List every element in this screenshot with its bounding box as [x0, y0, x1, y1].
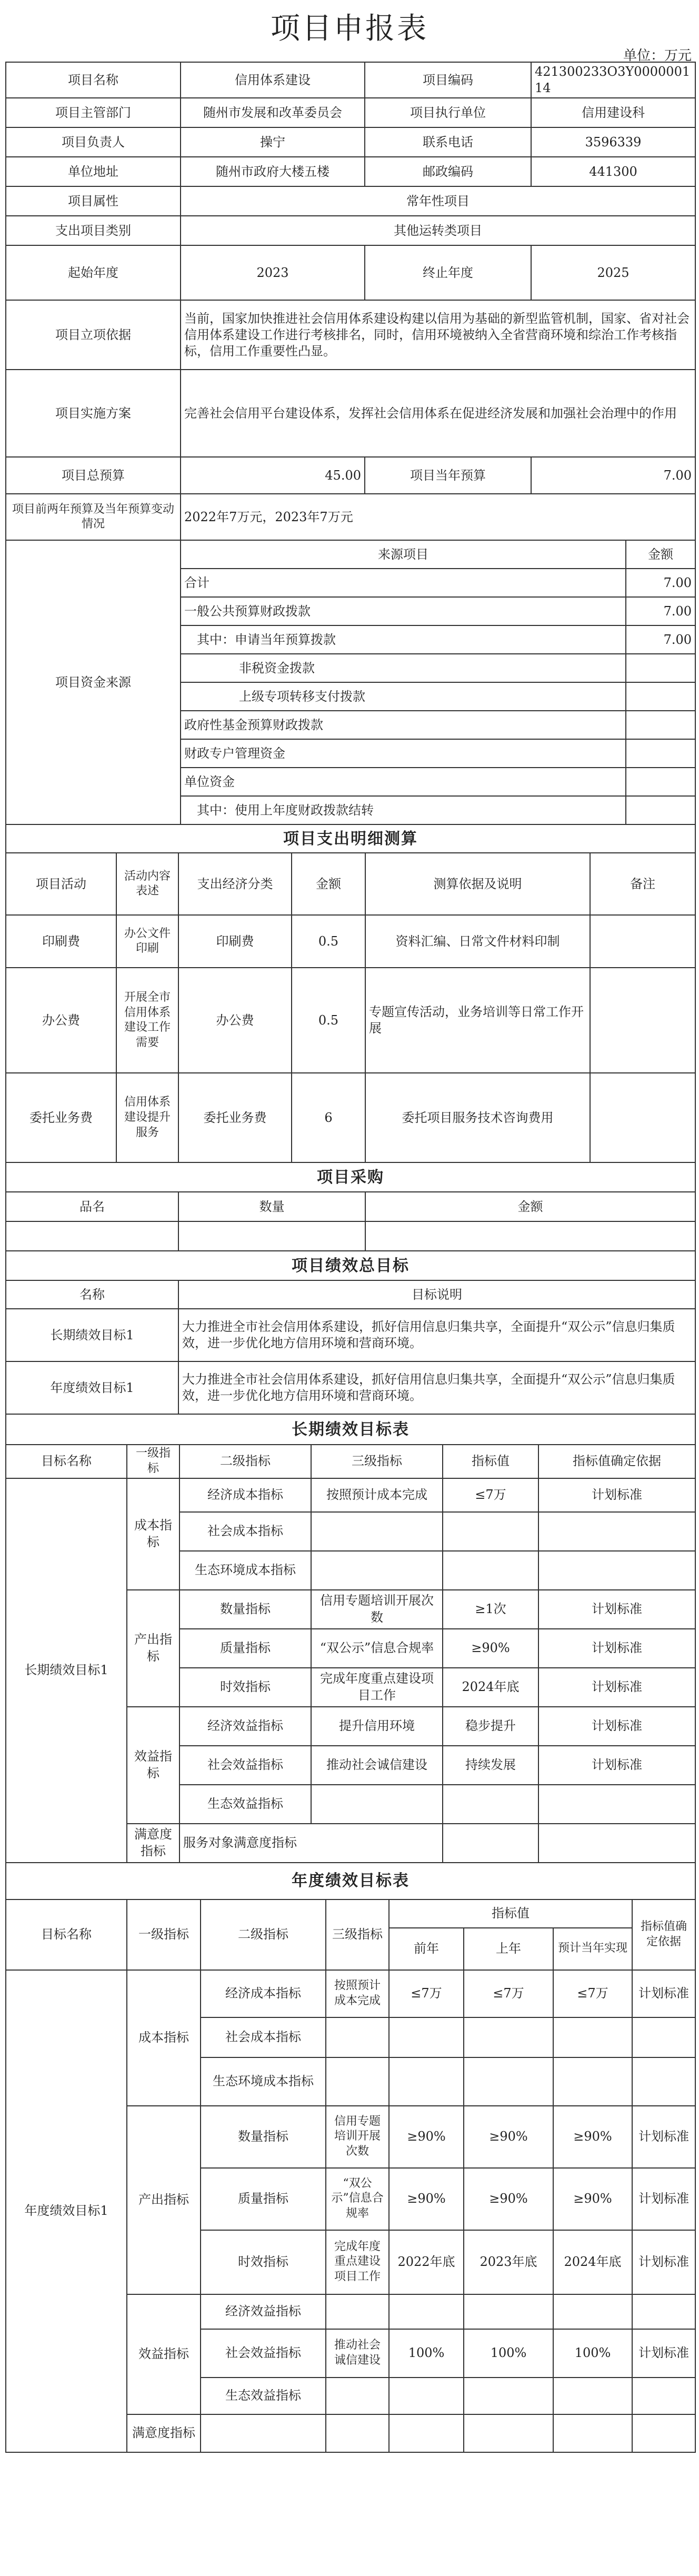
- lt-value-cell: 持续发展: [443, 1746, 538, 1785]
- end-value: 2025: [531, 245, 695, 300]
- lt-l3-cell: [311, 1512, 443, 1551]
- an-l2-cell: 社会效益指标: [201, 2329, 326, 2378]
- goal-name-cell: 长期绩效目标1: [6, 1309, 178, 1361]
- econ-cell: 办公费: [178, 968, 292, 1073]
- basis-value: 当前，国家加快推进社会信用体系建设构建以信用为基础的新型监管机制，国家、省对社会信用体系建设工作进行考核排名，同时，信用环境被纳入全省营商环境和综治工作考核指标，信用工作重要性凸显。: [181, 300, 695, 370]
- lt-l2-cell: 生态环境成本指标: [179, 1551, 311, 1590]
- an-l3-cell: 推动社会诚信建设: [326, 2329, 389, 2378]
- an-cur-cell: 100%: [553, 2329, 632, 2378]
- activity-cell: 办公费: [6, 968, 116, 1073]
- lt-value-cell: [443, 1785, 538, 1824]
- procure-header: 数量: [178, 1192, 365, 1221]
- basis-cell: 专题宣传活动，业务培训等日常工作开展: [365, 968, 590, 1073]
- lt-header: 三级指标: [311, 1445, 443, 1478]
- lt-goal-name: 长期绩效目标1: [6, 1478, 127, 1863]
- funding-row-amount: 7.00: [626, 597, 695, 625]
- an-prev-cell: [389, 2378, 464, 2414]
- lt-value-cell: 稳步提升: [443, 1707, 538, 1746]
- annual-section-title: 年度绩效目标表: [6, 1863, 695, 1899]
- an-last-cell: ≤7万: [464, 1970, 553, 2017]
- activity-cell: 印刷费: [6, 915, 116, 968]
- an-prev-cell: [389, 2294, 464, 2329]
- an-goal-name: 年度绩效目标1: [6, 1970, 127, 2452]
- an-last-cell: [464, 2017, 553, 2057]
- an-cur-cell: [553, 2057, 632, 2106]
- addr-value: 随州市政府大楼五楼: [181, 157, 365, 186]
- funding-row-amount: [626, 654, 695, 682]
- phone-label: 联系电话: [365, 127, 531, 157]
- an-basis-cell: 计划标准: [632, 2106, 695, 2168]
- funding-row-name: 财政专户管理资金: [181, 739, 626, 768]
- an-cur-cell: ≤7万: [553, 1970, 632, 2017]
- budget-label: 项目总预算: [6, 457, 181, 494]
- lt-header: 二级指标: [179, 1445, 311, 1478]
- dept-label: 项目主管部门: [6, 98, 181, 127]
- an-header-l2: 二级指标: [201, 1899, 326, 1970]
- an-l3-cell: [326, 2378, 389, 2414]
- note-cell: [590, 915, 695, 968]
- an-header-goal: 目标名称: [6, 1899, 127, 1970]
- amount-cell: 6: [292, 1073, 365, 1162]
- lt-header: 一级指标: [127, 1445, 179, 1478]
- funding-row-name: 合计: [181, 569, 626, 597]
- attr-value: 常年性项目: [181, 186, 695, 216]
- an-l2-cell: 时效指标: [201, 2230, 326, 2294]
- an-satis-category: 满意度指标: [127, 2414, 201, 2452]
- an-header-l3: 三级指标: [326, 1899, 389, 1970]
- dept-value: 随州市发展和改革委员会: [181, 98, 365, 127]
- an-cur-cell: [553, 2294, 632, 2329]
- lt-l2-cell: 生态效益指标: [179, 1785, 311, 1824]
- page-title: 项目申报表: [271, 12, 428, 46]
- lt-value-cell: 2024年底: [443, 1668, 538, 1707]
- an-cost-category: 成本指标: [127, 1970, 201, 2106]
- goal-name-cell: 年度绩效目标1: [6, 1361, 178, 1414]
- lt-basis-cell: [538, 1785, 695, 1824]
- detail-section-title: 项目支出明细测算: [6, 824, 695, 853]
- lt-l2-cell: 经济成本指标: [179, 1478, 311, 1512]
- funding-row-amount: [626, 796, 695, 824]
- note-cell: [590, 968, 695, 1073]
- an-header-cur: 预计当年实现: [553, 1928, 632, 1970]
- lt-basis-cell: [538, 1512, 695, 1551]
- lt-basis-cell: 计划标准: [538, 1707, 695, 1746]
- start-value: 2023: [181, 245, 365, 300]
- an-last-cell: 100%: [464, 2329, 553, 2378]
- an-l2-cell: 经济效益指标: [201, 2294, 326, 2329]
- long-term-section-title: 长期绩效目标表: [6, 1414, 695, 1445]
- lt-satis-category: 满意度指标: [127, 1824, 179, 1863]
- activity-cell: 委托业务费: [6, 1073, 116, 1162]
- basis-label: 项目立项依据: [6, 300, 181, 370]
- perf-summary-header: 目标说明: [178, 1280, 695, 1309]
- an-l3-cell: [326, 2294, 389, 2329]
- lt-value-cell: [443, 1512, 538, 1551]
- an-basis-cell: 计划标准: [632, 2168, 695, 2230]
- end-label: 终止年度: [365, 245, 531, 300]
- perf-summary-section-title: 项目绩效总目标: [6, 1251, 695, 1280]
- an-l3-cell: “双公示”信息合规率: [326, 2168, 389, 2230]
- table-row: [6, 1073, 695, 1162]
- lt-value-cell: ≥90%: [443, 1629, 538, 1668]
- content-cell: 办公文件印刷: [116, 915, 178, 968]
- long-term-table: [5, 1414, 696, 1863]
- table-row: [6, 1361, 695, 1414]
- funding-row-name: 单位资金: [181, 768, 626, 796]
- detail-header: 活动内容表述: [116, 853, 178, 915]
- lt-header: 指标值确定依据: [538, 1445, 695, 1478]
- lt-l3-cell: 按照预计成本完成: [311, 1478, 443, 1512]
- an-cur-cell: ≥90%: [553, 2168, 632, 2230]
- change-value: 2022年7万元，2023年7万元: [181, 494, 695, 540]
- name-label: 项目名称: [6, 62, 181, 98]
- an-l2-cell: 经济成本指标: [201, 1970, 326, 2017]
- lt-l3-cell: 推动社会诚信建设: [311, 1746, 443, 1785]
- lt-basis-cell: 计划标准: [538, 1478, 695, 1512]
- lt-l2-cell: 社会成本指标: [179, 1512, 311, 1551]
- start-label: 起始年度: [6, 245, 181, 300]
- funding-source-header: 来源项目: [181, 540, 626, 569]
- unit-label: 单位：万元: [623, 48, 692, 64]
- lt-value-cell: [443, 1551, 538, 1590]
- zip-label: 邮政编码: [365, 157, 531, 186]
- funding-row-amount: [626, 739, 695, 768]
- an-header-l1: 一级指标: [127, 1899, 201, 1970]
- detail-header: 备注: [590, 853, 695, 915]
- lt-l3-cell: 提升信用环境: [311, 1707, 443, 1746]
- zip-value: 441300: [531, 157, 695, 186]
- an-prev-cell: ≥90%: [389, 2168, 464, 2230]
- lt-l3-cell: 信用专题培训开展次数: [311, 1590, 443, 1629]
- lt-l3-cell: “双公示”信息合规率: [311, 1629, 443, 1668]
- lt-l2-cell: 社会效益指标: [179, 1746, 311, 1785]
- an-l2-cell: 社会成本指标: [201, 2017, 326, 2057]
- lt-basis-cell: 计划标准: [538, 1668, 695, 1707]
- detail-header: 支出经济分类: [178, 853, 292, 915]
- an-last-cell: [464, 2294, 553, 2329]
- lt-l2-cell: 经济效益指标: [179, 1707, 311, 1746]
- an-cur-cell: [553, 2378, 632, 2414]
- goal-desc-cell: 大力推进全市社会信用体系建设，抓好信用信息归集共享，全面提升“双公示”信息归集质效，进一步优化地方信用环境和营商环境。: [178, 1361, 695, 1414]
- an-l2-cell: 生态效益指标: [201, 2378, 326, 2414]
- an-basis-cell: [632, 2378, 695, 2414]
- an-basis-cell: [632, 2057, 695, 2106]
- exec-value: 信用建设科: [531, 98, 695, 127]
- funding-row-name: 非税资金拨款: [181, 654, 626, 682]
- name-value: 信用体系建设: [181, 62, 365, 98]
- an-basis-cell: [632, 2017, 695, 2057]
- funding-row-amount: [626, 768, 695, 796]
- change-label: 项目前两年预算及当年预算变动情况: [6, 494, 181, 540]
- funding-row-name: 政府性基金预算财政拨款: [181, 711, 626, 739]
- table-row: [6, 968, 695, 1073]
- leader-value: 操宁: [181, 127, 365, 157]
- funding-amount-header: 金额: [626, 540, 695, 569]
- an-header-prev: 前年: [389, 1928, 464, 1970]
- an-l3-cell: [326, 2057, 389, 2106]
- attr-label: 项目属性: [6, 186, 181, 216]
- funding-row-amount: 7.00: [626, 625, 695, 654]
- lt-l3-cell: [311, 1551, 443, 1590]
- an-basis-cell: 计划标准: [632, 2230, 695, 2294]
- an-basis-cell: 计划标准: [632, 2329, 695, 2378]
- an-l3-cell: 按照预计成本完成: [326, 1970, 389, 2017]
- basic-info-table: [5, 62, 696, 825]
- procure-header: 金额: [365, 1192, 695, 1221]
- funding-label: 项目资金来源: [6, 540, 181, 824]
- an-l3-cell: [326, 2017, 389, 2057]
- content-cell: 开展全市信用体系建设工作需要: [116, 968, 178, 1073]
- funding-row-name: 一般公共预算财政拨款: [181, 597, 626, 625]
- lt-l3-cell: 完成年度重点建设项目工作: [311, 1668, 443, 1707]
- an-cur-cell: [553, 2017, 632, 2057]
- plan-value: 完善社会信用平台建设体系，发挥社会信用体系在促进经济发展和加强社会治理中的作用: [181, 370, 695, 457]
- cur-budget-value: 7.00: [531, 457, 695, 494]
- lt-benefit-category: 效益指标: [127, 1707, 179, 1824]
- lt-value-cell: ≤7万: [443, 1478, 538, 1512]
- table-row: [6, 915, 695, 968]
- cur-budget-label: 项目当年预算: [365, 457, 531, 494]
- an-prev-cell: 2022年底: [389, 2230, 464, 2294]
- an-header-basis: 指标值确定依据: [632, 1899, 695, 1970]
- perf-summary-header: 名称: [6, 1280, 178, 1309]
- basis-cell: 委托项目服务技术咨询费用: [365, 1073, 590, 1162]
- detail-header: 项目活动: [6, 853, 116, 915]
- funding-row-name: 其中：使用上年度财政拨款结转: [181, 796, 626, 824]
- code-value: 421300233O3Y000000114: [531, 62, 695, 98]
- content-cell: 信用体系建设提升服务: [116, 1073, 178, 1162]
- lt-l2-cell: 服务对象满意度指标: [179, 1824, 443, 1863]
- annual-table: [5, 1862, 696, 2453]
- lt-l2-cell: 数量指标: [179, 1590, 311, 1629]
- an-l3-cell: 完成年度重点建设项目工作: [326, 2230, 389, 2294]
- addr-label: 单位地址: [6, 157, 181, 186]
- cat-label: 支出项目类别: [6, 216, 181, 245]
- funding-row-amount: 7.00: [626, 569, 695, 597]
- an-basis-cell: [632, 2294, 695, 2329]
- lt-value-cell: [443, 1824, 538, 1863]
- an-cur-cell: ≥90%: [553, 2106, 632, 2168]
- lt-l2-cell: 质量指标: [179, 1629, 311, 1668]
- an-last-cell: [464, 2378, 553, 2414]
- lt-cost-category: 成本指标: [127, 1478, 179, 1590]
- note-cell: [590, 1073, 695, 1162]
- table-row: [6, 1309, 695, 1361]
- an-last-cell: [464, 2057, 553, 2106]
- leader-label: 项目负责人: [6, 127, 181, 157]
- basis-cell: 资料汇编、日常文件材料印制: [365, 915, 590, 968]
- an-output-category: 产出指标: [127, 2106, 201, 2294]
- an-l3-cell: 信用专题培训开展次数: [326, 2106, 389, 2168]
- funding-row-amount: [626, 711, 695, 739]
- lt-basis-cell: 计划标准: [538, 1629, 695, 1668]
- funding-row-amount: [626, 682, 695, 711]
- procure-table: [5, 1162, 696, 1251]
- an-l2-cell: 质量指标: [201, 2168, 326, 2230]
- econ-cell: 委托业务费: [178, 1073, 292, 1162]
- an-last-cell: ≥90%: [464, 2106, 553, 2168]
- exec-label: 项目执行单位: [365, 98, 531, 127]
- an-l2-cell: 生态环境成本指标: [201, 2057, 326, 2106]
- lt-header: 指标值: [443, 1445, 538, 1478]
- an-cur-cell: 2024年底: [553, 2230, 632, 2294]
- amount-cell: 0.5: [292, 915, 365, 968]
- an-last-cell: 2023年底: [464, 2230, 553, 2294]
- lt-basis-cell: 计划标准: [538, 1746, 695, 1785]
- lt-value-cell: ≥1次: [443, 1590, 538, 1629]
- lt-header: 目标名称: [6, 1445, 127, 1478]
- phone-value: 3596339: [531, 127, 695, 157]
- an-basis-cell: 计划标准: [632, 1970, 695, 2017]
- an-prev-cell: [389, 2017, 464, 2057]
- detail-table: [5, 824, 696, 1163]
- an-prev-cell: ≥90%: [389, 2106, 464, 2168]
- funding-row-name: 其中：申请当年预算拨款: [181, 625, 626, 654]
- an-prev-cell: [389, 2057, 464, 2106]
- an-benefit-category: 效益指标: [127, 2294, 201, 2414]
- lt-l3-cell: [311, 1785, 443, 1824]
- an-header-val: 指标值: [389, 1899, 632, 1928]
- an-prev-cell: ≤7万: [389, 1970, 464, 2017]
- detail-header: 测算依据及说明: [365, 853, 590, 915]
- perf-summary-table: [5, 1250, 696, 1415]
- goal-desc-cell: 大力推进全市社会信用体系建设，抓好信用信息归集共享，全面提升“双公示”信息归集质效，进一步优化地方信用环境和营商环境。: [178, 1309, 695, 1361]
- lt-basis-cell: [538, 1551, 695, 1590]
- econ-cell: 印刷费: [178, 915, 292, 968]
- budget-value: 45.00: [181, 457, 365, 494]
- plan-label: 项目实施方案: [6, 370, 181, 457]
- lt-basis-cell: 计划标准: [538, 1590, 695, 1629]
- table-row: [6, 1221, 695, 1251]
- funding-row-name: 上级专项转移支付拨款: [181, 682, 626, 711]
- an-l2-cell: 数量指标: [201, 2106, 326, 2168]
- lt-l2-cell: 时效指标: [179, 1668, 311, 1707]
- code-label: 项目编码: [365, 62, 531, 98]
- an-header-last: 上年: [464, 1928, 553, 1970]
- procure-header: 品名: [6, 1192, 178, 1221]
- an-prev-cell: 100%: [389, 2329, 464, 2378]
- procure-section-title: 项目采购: [6, 1162, 695, 1192]
- amount-cell: 0.5: [292, 968, 365, 1073]
- lt-basis-cell: [538, 1824, 695, 1863]
- lt-output-category: 产出指标: [127, 1590, 179, 1707]
- an-last-cell: ≥90%: [464, 2168, 553, 2230]
- detail-header: 金额: [292, 853, 365, 915]
- cat-value: 其他运转类项目: [181, 216, 695, 245]
